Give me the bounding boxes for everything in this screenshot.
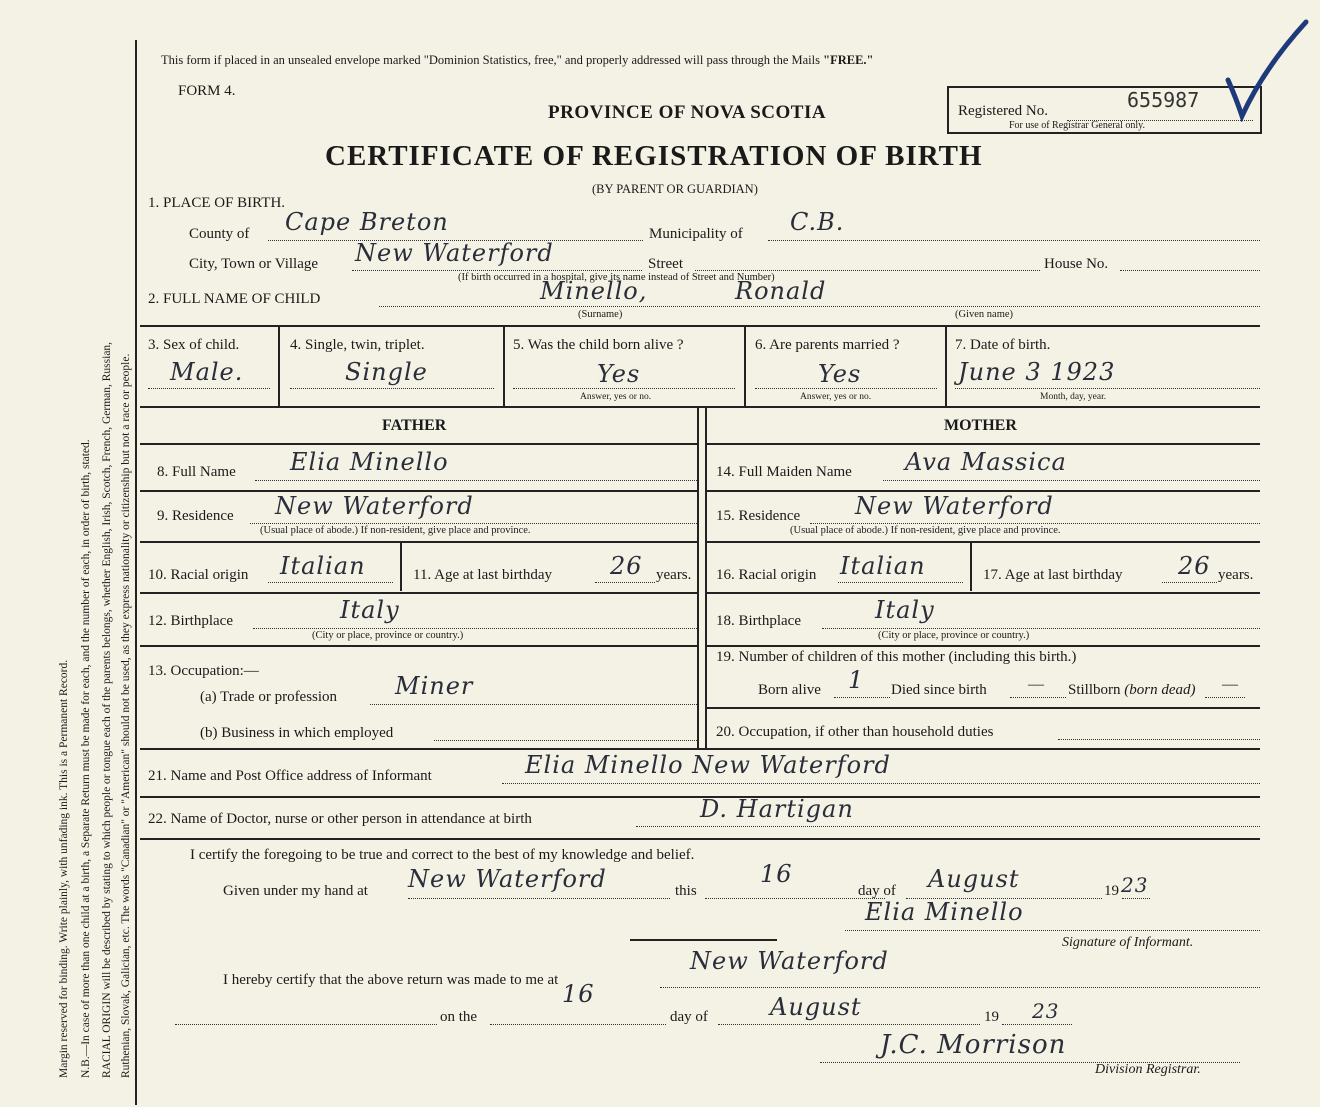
informant-value: Elia Minello New Waterford (525, 751, 891, 779)
mother-racial-origin-value: Italian (840, 552, 926, 580)
certificate-title: CERTIFICATE OF REGISTRATION OF BIRTH (325, 140, 983, 172)
father-occupation-label: 13. Occupation:— (148, 663, 259, 679)
municipality-value: C.B. (790, 208, 845, 236)
father-birthplace-value: Italy (340, 596, 400, 624)
registrar-year-value: 23 (1032, 999, 1060, 1023)
check-mark-icon (1224, 18, 1314, 122)
registrar-month-value: August (770, 993, 862, 1021)
born-alive-label: 5. Was the child born alive ? (513, 337, 684, 353)
mother-racial-origin-label: 16. Racial origin (716, 567, 817, 583)
margin-note-1: Margin reserved for binding. Write plainly, with unfading ink. This is a Permanent Record. (58, 659, 70, 1078)
county-label: County of (189, 226, 250, 242)
mother-age-value: 26 (1178, 552, 1211, 580)
registrar-day-of-label: day of (670, 1009, 708, 1025)
registered-number-box (947, 86, 1262, 134)
hospital-note: (If birth occurred in a hospital, give its name instead of Street and Number) (458, 272, 775, 283)
born-alive-value: Yes (597, 360, 641, 388)
house-number-label: House No. (1044, 256, 1109, 272)
died-since-birth-value: — (1028, 676, 1044, 693)
plurality-value: Single (345, 358, 428, 386)
registrar-year-prefix: 19 (984, 1009, 999, 1025)
informant-signature: Elia Minello (865, 898, 1024, 926)
father-racial-origin-value: Italian (280, 552, 366, 580)
mother-residence-caption: (Usual place of abode.) If non-resident, give place and province. (790, 525, 1061, 536)
registered-number-label: Registered No. (958, 103, 1048, 119)
died-since-birth-label: Died since birth (891, 682, 987, 698)
mother-birthplace-label: 18. Birthplace (716, 613, 801, 629)
margin-note-3: RACIAL ORIGIN will be described by stating to which people or tongue each of the parents belongs, whether English, Irish, Scotch, French, German, Russian, (101, 341, 113, 1078)
sex-value: Male. (170, 358, 244, 386)
registrar-signature: J.C. Morrison (880, 1030, 1067, 1060)
given-month-value: August (928, 865, 1020, 893)
parents-married-label: 6. Are parents married ? (755, 337, 900, 353)
province-heading: PROVINCE OF NOVA SCOTIA (548, 102, 827, 123)
doctor-value: D. Hartigan (700, 795, 854, 823)
given-name-caption: (Given name) (955, 309, 1014, 320)
certificate-subtitle: (BY PARENT OR GUARDIAN) (592, 182, 758, 196)
informant-label: 21. Name and Post Office address of Informant (148, 768, 432, 784)
mail-note: This form if placed in an unsealed envelope marked "Dominion Statistics, free," and properly addressed will pass through the Mails "FREE." (161, 53, 874, 67)
father-residence-label: 9. Residence (157, 508, 234, 524)
mother-children-label: 19. Number of children of this mother (including this birth.) (716, 649, 1077, 665)
given-under-label: Given under my hand at (223, 883, 368, 899)
plurality-label: 4. Single, twin, triplet. (290, 337, 425, 353)
father-birthplace-caption: (City or place, province or country.) (312, 630, 464, 641)
business-label: (b) Business in which employed (200, 725, 394, 741)
this-label: this (675, 883, 697, 899)
born-alive-count-label: Born alive (758, 682, 821, 698)
stillborn-value: — (1222, 676, 1238, 693)
stillborn-label: Stillborn (born dead) (1068, 682, 1196, 698)
mother-heading: MOTHER (944, 417, 1017, 434)
certify-statement: I certify the foregoing to be true and correct to the best of my knowledge and belief. (190, 847, 695, 863)
given-place-value: New Waterford (408, 865, 607, 893)
registered-number-note: For use of Registrar General only. (1009, 120, 1145, 131)
mother-maiden-name-label: 14. Full Maiden Name (716, 464, 852, 480)
father-name-value: Elia Minello (290, 448, 449, 476)
street-label: Street (648, 256, 683, 272)
form-number: FORM 4. (178, 83, 236, 99)
mother-age-unit: years. (1218, 567, 1254, 583)
born-alive-caption: Answer, yes or no. (580, 392, 652, 402)
trade-value: Miner (395, 672, 474, 700)
mother-maiden-name-value: Ava Massica (905, 448, 1067, 476)
margin-rule (135, 40, 137, 1105)
registrar-caption: Division Registrar. (1095, 1062, 1201, 1077)
registrar-statement: I hereby certify that the above return was made to me at (223, 972, 559, 988)
mother-residence-label: 15. Residence (716, 508, 801, 524)
registrar-day-value: 16 (562, 980, 595, 1008)
parents-married-caption: Answer, yes or no. (800, 392, 872, 402)
margin-note-4: Ruthenian, Slovak, Galician, etc. The words "Canadian" or "American" should not be used, as they express nationality or citizenship but not a race or people. (120, 353, 132, 1078)
father-age-unit: years. (656, 567, 692, 583)
father-age-value: 26 (610, 552, 643, 580)
mother-birthplace-value: Italy (875, 596, 935, 624)
father-racial-origin-label: 10. Racial origin (148, 567, 249, 583)
given-year-prefix: 19 (1104, 883, 1119, 899)
child-given-name-value: Ronald (735, 277, 827, 305)
date-of-birth-label: 7. Date of birth. (955, 337, 1051, 353)
date-of-birth-caption: Month, day, year. (1040, 392, 1107, 402)
informant-signature-caption: Signature of Informant. (1062, 935, 1194, 950)
father-residence-caption: (Usual place of abode.) If non-resident, give place and province. (260, 525, 531, 536)
mother-age-label: 17. Age at last birthday (983, 567, 1123, 583)
county-value: Cape Breton (285, 208, 449, 236)
child-name-label: 2. FULL NAME OF CHILD (148, 291, 321, 307)
father-age-label: 11. Age at last birthday (413, 567, 552, 583)
mother-residence-value: New Waterford (855, 492, 1054, 520)
day-of-label: day of (858, 883, 896, 899)
sex-label: 3. Sex of child. (148, 337, 240, 353)
born-alive-count-value: 1 (848, 666, 865, 694)
city-value: New Waterford (355, 239, 554, 267)
registered-number-value: 655987 (1127, 88, 1200, 112)
father-residence-value: New Waterford (275, 492, 474, 520)
place-of-birth-heading: 1. PLACE OF BIRTH. (148, 195, 286, 211)
father-birthplace-label: 12. Birthplace (148, 613, 233, 629)
city-label: City, Town or Village (189, 256, 319, 272)
given-year-value: 23 (1121, 873, 1149, 897)
doctor-label: 22. Name of Doctor, nurse or other person in attendance at birth (148, 811, 532, 827)
mother-occupation-label: 20. Occupation, if other than household duties (716, 724, 994, 740)
date-of-birth-value: June 3 1923 (958, 358, 1116, 386)
parents-married-value: Yes (818, 360, 862, 388)
child-surname-value: Minello, (540, 277, 648, 305)
registrar-place-value: New Waterford (690, 947, 889, 975)
municipality-label: Municipality of (649, 226, 743, 242)
given-day-value: 16 (760, 860, 793, 888)
margin-note-2: N.B.—In case of more than one child at a birth, a Separate Return must be made for each, and the number of each, in order of birth, stated. (80, 439, 92, 1078)
surname-caption: (Surname) (578, 309, 623, 320)
father-heading: FATHER (382, 417, 447, 434)
on-the-label: on the (440, 1009, 478, 1025)
mother-birthplace-caption: (City or place, province or country.) (878, 630, 1030, 641)
father-name-label: 8. Full Name (157, 464, 236, 480)
trade-label: (a) Trade or profession (200, 689, 338, 705)
